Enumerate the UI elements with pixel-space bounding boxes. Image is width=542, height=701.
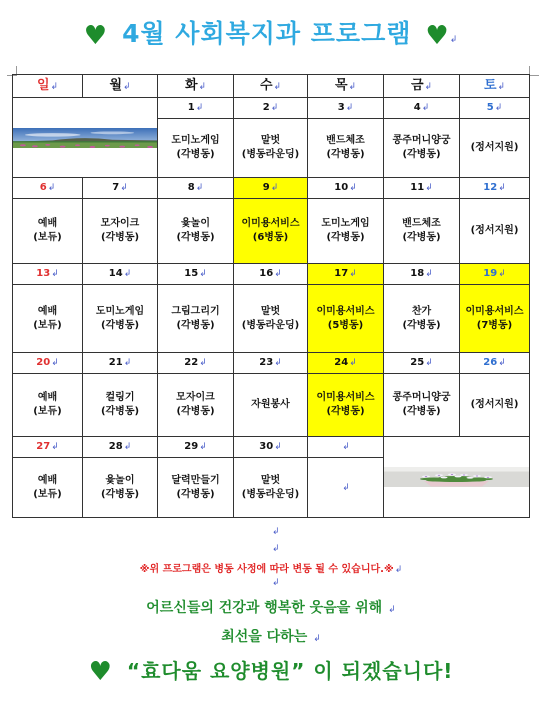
activity-name: 예배 — [37, 218, 58, 229]
paragraph-mark-icon: ↲ — [274, 358, 282, 368]
activity-cell — [384, 285, 460, 353]
activity-name: 예배 — [37, 305, 58, 317]
weekday-header-row — [13, 75, 530, 98]
activity-name: 예배 — [37, 392, 58, 403]
weekday-label: 목 — [334, 77, 348, 93]
date-row — [13, 178, 530, 199]
activity-cell — [234, 374, 308, 437]
date-number: 10 — [334, 182, 349, 193]
activity-location: (각병동) — [100, 488, 140, 500]
heart-icon: ♥ — [425, 21, 450, 51]
date-row — [13, 98, 530, 119]
date-cell — [13, 178, 83, 199]
activity-cell — [308, 119, 384, 178]
weekday-header — [234, 75, 308, 98]
activity-cell — [460, 119, 530, 178]
paragraph-mark-icon: ↲ — [195, 183, 204, 193]
date-number: 8 — [187, 182, 195, 193]
activity-location: (각병동) — [176, 406, 215, 417]
paragraph-mark-icon: ↲ — [195, 103, 204, 113]
date-number: 14 — [108, 268, 123, 279]
activity-name: (정서지원) — [470, 225, 519, 236]
date-cell — [460, 353, 530, 374]
date-cell — [308, 264, 384, 285]
activity-location: (보듀) — [33, 488, 62, 500]
activity-location: (각병동) — [326, 232, 365, 243]
paragraph-mark-icon: ↲ — [199, 269, 207, 279]
date-cell — [158, 353, 234, 374]
activity-cell — [83, 285, 158, 353]
activity-location: (각병동) — [402, 232, 441, 243]
date-row — [13, 353, 530, 374]
activity-name: (정서지원) — [470, 142, 519, 153]
date-number: 4 — [413, 102, 421, 113]
activity-cell — [83, 458, 158, 518]
date-number: 30 — [259, 441, 274, 452]
activity-name: (정서지원) — [470, 399, 519, 410]
activity-name: 윷놀이 — [105, 474, 135, 486]
paragraph-mark-icon: ↲ — [123, 81, 131, 92]
activity-name: 밴드체조 — [326, 135, 365, 146]
activity-cell — [308, 458, 384, 518]
date-number: 24 — [334, 357, 349, 368]
activity-name: 윷놀이 — [181, 218, 210, 229]
activity-cell — [13, 199, 83, 264]
date-number: 11 — [410, 182, 425, 193]
activity-location: (병동라운딩) — [241, 319, 300, 331]
activity-name: 도미노게임 — [95, 305, 145, 317]
weekday-header — [384, 75, 460, 98]
paragraph-mark-icon: ↲ — [51, 269, 59, 279]
activity-cell — [83, 199, 158, 264]
paragraph-mark-icon: ↲ — [50, 81, 59, 92]
weekday-label: 수 — [259, 77, 273, 93]
date-cell — [83, 353, 158, 374]
landscape-photo — [13, 128, 157, 148]
date-cell — [83, 178, 158, 199]
closing-text-3: “효다움 요양병원” 이 되겠습니다! — [126, 659, 454, 683]
date-number: 23 — [259, 357, 274, 368]
date-cell — [308, 98, 384, 119]
activity-name: 콩주머니양궁 — [392, 135, 451, 146]
activity-cell — [234, 285, 308, 353]
closing-line-3 — [0, 655, 542, 687]
activity-cell — [158, 458, 234, 518]
date-cell — [158, 264, 234, 285]
paragraph-mark-icon: ↲ — [198, 81, 207, 92]
activity-name: 찬가 — [411, 305, 432, 317]
heart-icon: ♥ — [88, 657, 113, 687]
activity-cell — [158, 199, 234, 264]
paragraph-mark-icon: ↲ — [199, 442, 207, 452]
activity-location: (각병동) — [326, 406, 365, 417]
paragraph-mark-icon: ↲ — [274, 269, 282, 279]
paragraph-mark-icon: ↲ — [270, 183, 279, 193]
activity-row — [13, 374, 530, 437]
activity-name: 달력만들기 — [171, 474, 220, 486]
date-number: 6 — [39, 182, 47, 193]
date-number: 2 — [262, 102, 270, 113]
activity-row — [13, 199, 530, 264]
activity-name: 모자이크 — [100, 218, 140, 229]
activity-location: (각병동) — [176, 232, 215, 243]
activity-cell — [83, 374, 158, 437]
date-number: 12 — [483, 182, 498, 193]
paragraph-mark-icon: ↲ — [349, 269, 357, 279]
date-number: 29 — [184, 441, 199, 452]
activity-location: (6병동) — [252, 232, 289, 243]
activity-name: 도미노게임 — [321, 218, 370, 229]
paragraph-mark-icon: ↲ — [348, 81, 357, 92]
title-text: 4월 사회복지과 프로그램 — [122, 19, 412, 48]
activity-location: (각병동) — [176, 319, 215, 331]
date-number: 18 — [410, 268, 425, 279]
activity-location: (각병동) — [176, 488, 215, 500]
activity-name: 자원봉사 — [251, 399, 290, 410]
date-cell — [13, 264, 83, 285]
paragraph-mark-icon: ↲ — [51, 442, 59, 452]
footnote-text: ※위 프로그램은 병동 사정에 따라 변동 될 수 있습니다.※ — [139, 564, 394, 575]
activity-cell — [158, 285, 234, 353]
activity-name: 말벗 — [260, 135, 281, 146]
closing-line-1: 어르신들의 건강과 행복한 웃음을 위해 ↲ — [146, 600, 396, 616]
activity-location: (병동라운딩) — [241, 149, 300, 160]
date-number: 19 — [483, 268, 498, 279]
activity-location: (각병동) — [402, 406, 441, 417]
date-number: 20 — [36, 357, 51, 368]
date-cell — [460, 264, 530, 285]
paragraph-mark-icon: ↲ — [123, 358, 132, 368]
date-cell — [234, 353, 308, 374]
activity-cell — [308, 285, 384, 353]
paragraph-mark-icon: ↲ — [425, 358, 433, 368]
activity-name: 그림그리기 — [171, 305, 220, 317]
activity-location: (각병동) — [326, 149, 365, 160]
activity-location: (각병동) — [100, 406, 140, 417]
activity-location: (각병동) — [100, 232, 140, 243]
date-number: 1 — [187, 102, 195, 113]
date-row — [13, 437, 530, 458]
activity-location: (7병동) — [476, 319, 513, 331]
date-number: 28 — [108, 441, 123, 452]
activity-name: 이미용서비스 — [316, 392, 375, 403]
date-cell — [384, 98, 460, 119]
activity-name: 컬링기 — [105, 392, 135, 403]
activity-location: (각병동) — [100, 319, 140, 331]
page-title — [0, 14, 542, 51]
date-number: 9 — [262, 182, 270, 193]
paragraph-mark-icon: ↲ — [345, 103, 354, 113]
date-number: 25 — [410, 357, 425, 368]
date-cell — [234, 437, 308, 458]
activity-cell — [460, 285, 530, 353]
date-number: 21 — [108, 357, 123, 368]
weekday-label: 토 — [483, 77, 497, 93]
paragraph-mark-icon: ↲ — [498, 183, 506, 193]
weekday-header — [83, 75, 158, 98]
activity-cell — [460, 199, 530, 264]
activity-location: (보듀) — [33, 319, 62, 331]
activity-cell — [234, 458, 308, 518]
paragraph-mark-icon: ↲ — [270, 103, 279, 113]
date-cell — [158, 98, 234, 119]
paragraph-mark-icon: ↲ — [272, 578, 280, 588]
closing-text-1: 어르신들의 건강과 행복한 웃음을 위해 — [146, 600, 383, 616]
paragraph-mark-icon: ↲ — [272, 544, 280, 554]
date-cell — [384, 353, 460, 374]
activity-name: 콩주머니양궁 — [392, 392, 451, 403]
date-cell — [234, 178, 308, 199]
closing-line-2: 최선을 다하는 ↲ — [221, 629, 321, 645]
date-number: 5 — [486, 102, 494, 113]
weekday-label: 일 — [36, 77, 50, 93]
calendar-table — [12, 74, 530, 518]
date-cell — [234, 264, 308, 285]
activity-cell — [234, 119, 308, 178]
activity-name: 이미용서비스 — [241, 218, 300, 229]
paragraph-mark-icon: ↲ — [51, 358, 59, 368]
date-number: 22 — [184, 357, 199, 368]
date-number: 16 — [259, 268, 274, 279]
activity-location: (각병동) — [402, 149, 441, 160]
paragraph-mark-icon: ↲ — [425, 269, 433, 279]
date-number: 17 — [334, 268, 349, 279]
activity-cell — [158, 374, 234, 437]
crop-mark-icon — [529, 66, 539, 76]
activity-cell — [13, 285, 83, 353]
paragraph-mark-icon: ↲ — [273, 81, 282, 92]
date-cell — [460, 98, 530, 119]
paragraph-mark-icon: ↲ — [274, 442, 282, 452]
footnote: ※위 프로그램은 병동 사정에 따라 변동 될 수 있습니다.※↲ — [139, 564, 403, 575]
landscape-photo-cell — [13, 98, 158, 178]
weekday-label: 금 — [410, 77, 424, 93]
paragraph-mark-icon: ↲ — [342, 442, 350, 452]
paragraph-mark-icon: ↲ — [421, 103, 430, 113]
activity-location: (병동라운딩) — [241, 488, 300, 500]
date-cell — [158, 178, 234, 199]
paragraph-mark-icon: ↲ — [199, 358, 207, 368]
flower-photo-cell — [384, 437, 530, 518]
paragraph-mark-icon: ↲ — [424, 81, 433, 92]
activity-cell — [384, 199, 460, 264]
paragraph-mark-icon: ↲ — [498, 358, 506, 368]
paragraph-mark-icon: ↲ — [123, 442, 132, 452]
paragraph-mark-icon: ↲ — [120, 183, 128, 193]
paragraph-mark-icon: ↲ — [47, 183, 56, 193]
date-cell — [83, 264, 158, 285]
date-cell — [384, 264, 460, 285]
weekday-label: 월 — [109, 77, 122, 93]
activity-name: 이미용서비스 — [316, 305, 375, 317]
paragraph-mark-icon: ↲ — [342, 482, 350, 493]
activity-location: (보듀) — [33, 232, 62, 243]
paragraph-mark-icon: ↲ — [349, 183, 357, 193]
date-cell — [158, 437, 234, 458]
paragraph-mark-icon: ↲ — [449, 35, 459, 45]
flower-photo — [384, 467, 529, 487]
activity-cell — [13, 374, 83, 437]
activity-cell — [384, 374, 460, 437]
paragraph-mark-icon: ↲ — [425, 183, 433, 193]
date-cell — [308, 353, 384, 374]
activity-row — [13, 285, 530, 353]
activity-name: 밴드체조 — [402, 218, 441, 229]
activity-location: (각병동) — [402, 319, 441, 331]
date-cell — [308, 437, 384, 458]
date-number: 15 — [184, 268, 199, 279]
activity-cell — [234, 199, 308, 264]
date-cell — [384, 178, 460, 199]
activity-name: 도미노게임 — [171, 135, 220, 146]
activity-cell — [13, 458, 83, 518]
date-number: 13 — [36, 268, 51, 279]
paragraph-mark-icon: ↲ — [123, 269, 132, 279]
activity-name: 이미용서비스 — [465, 305, 524, 317]
date-cell — [460, 178, 530, 199]
activity-name: 예배 — [37, 474, 58, 486]
date-number: 26 — [483, 357, 498, 368]
activity-location: (5병동) — [327, 319, 364, 331]
activity-cell — [158, 119, 234, 178]
date-row — [13, 264, 530, 285]
closing-text-2: 최선을 다하는 — [221, 629, 308, 645]
date-number: 7 — [112, 182, 120, 193]
date-cell — [83, 437, 158, 458]
weekday-header — [308, 75, 384, 98]
date-number: 27 — [36, 441, 51, 452]
weekday-header — [158, 75, 234, 98]
paragraph-mark-icon: ↲ — [272, 527, 280, 537]
date-cell — [234, 98, 308, 119]
date-cell — [13, 437, 83, 458]
paragraph-mark-icon: ↲ — [494, 103, 503, 113]
date-cell — [308, 178, 384, 199]
date-number: 3 — [337, 102, 345, 113]
activity-name: 말벗 — [260, 305, 281, 317]
activity-cell — [384, 119, 460, 178]
weekday-label: 화 — [184, 77, 198, 93]
activity-cell — [460, 374, 530, 437]
weekday-header — [460, 75, 530, 98]
paragraph-mark-icon: ↲ — [349, 358, 357, 368]
paragraph-mark-icon: ↲ — [497, 81, 506, 92]
heart-icon: ♥ — [83, 21, 109, 51]
activity-cell — [308, 374, 384, 437]
activity-name: 말벗 — [260, 474, 281, 486]
activity-cell — [308, 199, 384, 264]
date-cell — [13, 353, 83, 374]
activity-name: 모자이크 — [176, 392, 215, 403]
weekday-header — [13, 75, 83, 98]
activity-location: (각병동) — [176, 149, 215, 160]
paragraph-mark-icon: ↲ — [498, 269, 506, 279]
activity-location: (보듀) — [33, 406, 62, 417]
